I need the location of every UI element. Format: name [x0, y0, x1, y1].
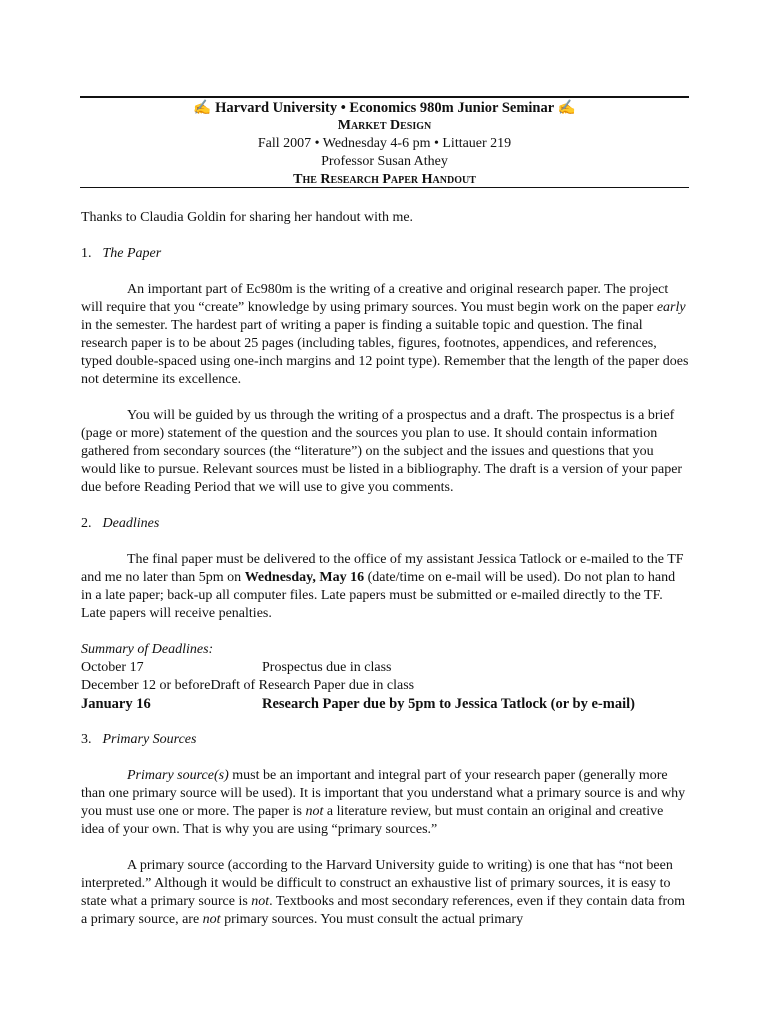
paragraph: The final paper must be delivered to the office of my assistant Jessica Tatlock or e-mailed to the TF and me no later than 5pm on Wednesday, May 16 (date/time on e-mail will be used). Do not plan to hand in a late paper; back-up all computer files. Late papers must be submitted or e-mailed directly to the TF. Late papers will receive penalties. [81, 552, 684, 621]
section-number: 2. [81, 516, 92, 531]
section-title: Deadlines [102, 516, 160, 531]
deadline-date: January 16 [81, 696, 151, 712]
deadline-item: Prospectus due in class [262, 660, 392, 675]
handout-title: The Research Paper Handout [293, 172, 476, 187]
deadline-item: Research Paper due by 5pm to Jessica Tatlock (or by e-mail) [262, 696, 635, 712]
header-bottom-rule [80, 187, 689, 188]
section-heading-deadlines [81, 515, 689, 533]
section-heading-primary-sources [81, 731, 689, 749]
document-body [81, 209, 689, 929]
deadlines-summary-title: Summary of Deadlines: [81, 642, 214, 657]
deadline-date: October 17 [81, 660, 144, 675]
paragraph: You will be guided by us through the writing of a prospectus and a draft. The prospectus is a brief (page or more) statement of the question and the sources you plan to use. It should contain information gathered from secondary sources (the “literature”) on the subject and the issues and questions that you would like to pursue. Relevant sources must be listed in a bibliography. The draft is a version of your paper due before Reading Period that we will use to give you comments. [81, 408, 683, 495]
deadline-item: Draft of Research Paper due in class [210, 678, 415, 693]
university-course-title: ✍ Harvard University • Economics 980m Junior Seminar ✍ [193, 100, 576, 116]
section-number: 3. [81, 732, 92, 747]
section-title: Primary Sources [102, 732, 197, 747]
professor-name: Professor Susan Athey [321, 154, 448, 169]
deadline-date: December 12 or before [81, 678, 211, 693]
deadline-row [81, 659, 689, 677]
paragraph: Primary source(s) must be an important and integral part of your research paper (generally more than one primary source will be used). It is important that you understand what a primary source is and why you must use one or more. The paper is not a literature review, but must contain an original and creative idea of your own. That is why you are using “primary sources.” [81, 768, 686, 837]
section-number: 1. [81, 246, 92, 261]
paragraph: A primary source (according to the Harvard University guide to writing) is one that has “not been interpreted.” Although it would be difficult to construct an exhaustive list of primary sources, it is easy to state what a primary source is not. Textbooks and most secondary references, even if they contain data from a primary source, are not primary sources. You must consult the actual primary [81, 858, 686, 927]
paragraph: An important part of Ec980m is the writing of a creative and original research paper. The project will require that you “create” knowledge by using primary sources. You must begin work on the paper early in the semester. The hardest part of writing a paper is finding a suitable topic and question. The final research paper is to be about 25 pages (including tables, figures, footnotes, appendices, and references, typed double-spaced using one-inch margins and 12 point type). Remember that the length of the paper does not determine its excellence. [81, 282, 689, 387]
course-name: Market Design [337, 118, 432, 133]
deadline-row [81, 695, 689, 713]
intro-paragraph: Thanks to Claudia Goldin for sharing her handout with me. [81, 210, 414, 225]
section-title: The Paper [102, 246, 162, 261]
deadline-row [81, 677, 689, 695]
section-heading-paper [81, 245, 689, 263]
course-schedule: Fall 2007 • Wednesday 4-6 pm • Littauer 219 [257, 136, 512, 151]
document-header [80, 99, 689, 189]
header-top-rule [80, 96, 689, 98]
